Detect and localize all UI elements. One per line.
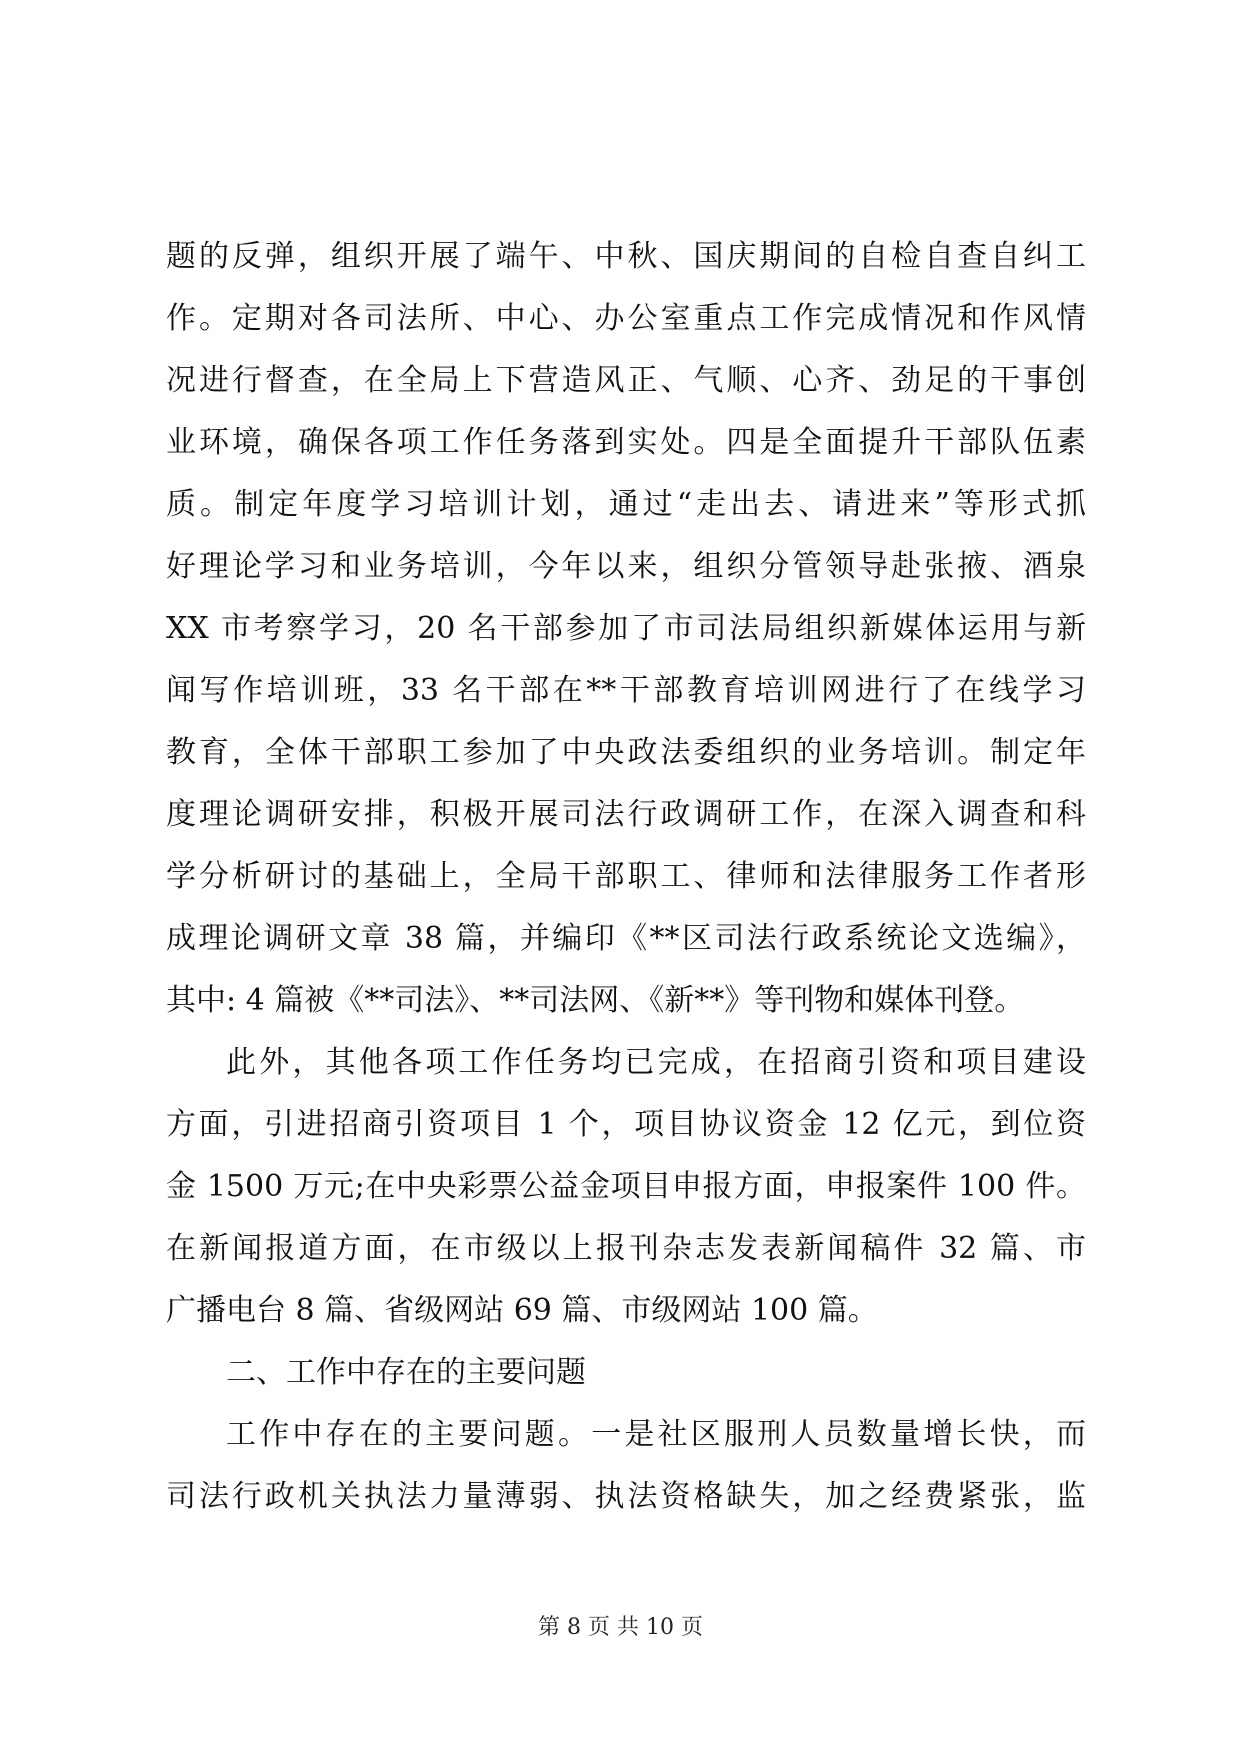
text-line: 工作中存在的主要问题。一是社区服刑人员数量增长快，而 bbox=[226, 1417, 1086, 1452]
page-number-footer: 第 8 页 共 10 页 bbox=[538, 1615, 703, 1640]
text-line: 金 1500 万元;在中央彩票公益金项目申报方面，申报案件 100 件。 bbox=[166, 1169, 1086, 1204]
text-line: XX 市考察学习，20 名干部参加了市司法局组织新媒体运用与新 bbox=[166, 611, 1086, 646]
text-line: 质。制定年度学习培训计划，通过“走出去、请进来”等形式抓 bbox=[166, 487, 1086, 522]
text-line: 其中: 4 篇被《**司法》、**司法网、《新**》等刊物和媒体刊登。 bbox=[166, 983, 1025, 1018]
body-text bbox=[166, 226, 1086, 1528]
text-line: 司法行政机关执法力量薄弱、执法资格缺失，加之经费紧张，监 bbox=[166, 1479, 1086, 1514]
text-line: 业环境，确保各项工作任务落到实处。四是全面提升干部队伍素 bbox=[166, 425, 1086, 460]
text-line: 广播电台 8 篇、省级网站 69 篇、市级网站 100 篇。 bbox=[166, 1293, 878, 1328]
section-heading: 二、工作中存在的主要问题 bbox=[226, 1355, 586, 1390]
text-line: 作。定期对各司法所、中心、办公室重点工作完成情况和作风情 bbox=[166, 301, 1086, 336]
text-line: 此外，其他各项工作任务均已完成，在招商引资和项目建设 bbox=[226, 1045, 1086, 1080]
text-line: 好理论学习和业务培训，今年以来，组织分管领导赴张掖、酒泉 bbox=[166, 549, 1086, 584]
text-line: 度理论调研安排，积极开展司法行政调研工作，在深入调查和科 bbox=[166, 797, 1086, 832]
text-line: 在新闻报道方面，在市级以上报刊杂志发表新闻稿件 32 篇、市 bbox=[166, 1231, 1086, 1266]
text-line: 况进行督查，在全局上下营造风正、气顺、心齐、劲足的干事创 bbox=[166, 363, 1086, 398]
text-line: 成理论调研文章 38 篇，并编印《**区司法行政系统论文选编》， bbox=[166, 921, 1086, 956]
text-line: 方面，引进招商引资项目 1 个，项目协议资金 12 亿元，到位资 bbox=[166, 1107, 1086, 1142]
text-line: 学分析研讨的基础上，全局干部职工、律师和法律服务工作者形 bbox=[166, 859, 1086, 894]
text-line: 闻写作培训班，33 名干部在**干部教育培训网进行了在线学习 bbox=[166, 673, 1086, 708]
text-line: 教育，全体干部职工参加了中央政法委组织的业务培训。制定年 bbox=[166, 735, 1086, 770]
text-line: 题的反弹，组织开展了端午、中秋、国庆期间的自检自查自纠工 bbox=[166, 239, 1086, 274]
